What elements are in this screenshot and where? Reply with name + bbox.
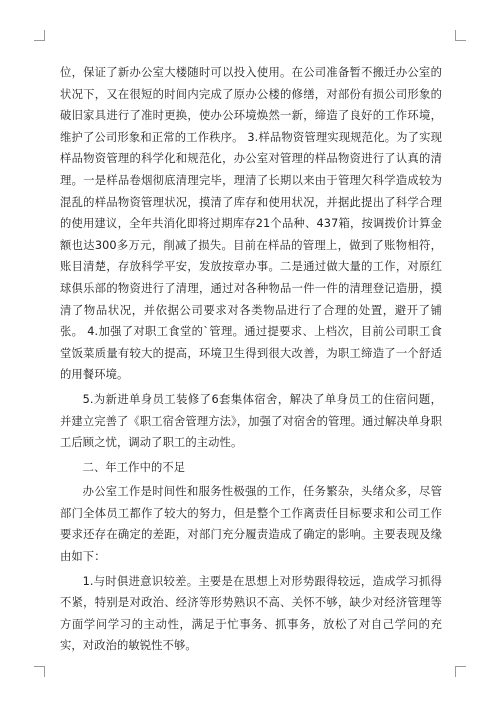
paragraph-point-1: 1.与时俱进意识较差。主要是在思想上对形势跟得较远，造成学习抓得不紧，特别是对政治、经济等形势熟识不高、关怀不够，缺少对经济管理等方面学问学习的主动性，满足于忙事务、抓事务，放松了对自己学问的充实，对政治的敏锐性不够。	[60, 574, 442, 653]
document-body	[60, 62, 442, 657]
paragraph-office-work: 办公室工作是时间性和服务性极强的工作，任务繁杂，头绪众多，尽管部门全体员工都作了较大的努力，但是整个工作离责任目标要求和公司工作要求还存在确定的差距，对部门充分履责造成了确定的影响。主要表现及缘由如下：	[60, 485, 442, 564]
crop-mark-top-right	[455, 30, 466, 41]
crop-mark-top-left	[34, 30, 45, 41]
crop-mark-bottom-left	[34, 666, 45, 677]
paragraph-dormitory: 5.为新进单身员工装修了6套集体宿舍，解决了单身员工的住宿问题，并建立完善了《职工宿舍管理方法》，加强了对宿舍的管理。通过解决单身职工后顾之忧，调动了职工的主动性。	[60, 392, 442, 450]
crop-mark-bottom-right	[455, 666, 466, 677]
paragraph-continuation: 位，保证了新办公室大楼随时可以投入使用。在公司准备暂不搬迁办公室的状况下，又在很短的时间内完成了原办公楼的修缮，对部份有损公司形象的破旧家具进行了准时更换，使办公环境焕然一新，缔造了良好的工作环境，维护了公司形象和正常的工作秩序。 3.样品物资管理实现规范化。为了实现样品物资管理的科学化和规范化，办公室对管理的样品物资进行了认真的清理。一是样品卷烟彻底清理完毕，理清了长期以来由于管理欠科学造成较为混乱的样品物资管理状况，摸清了库存和使用状况，并据此提出了科学合理的使用建议，全年共消化即将过期库存21个品种、437箱，按调拨价计算金额也达300多万元，削减了损失。目前在样品的管理上，做到了账物相符，账目清楚，存放科学平安，发放按章办事。二是通过做大量的工作，对原红球俱乐部的物资进行了清理，通过对各种物品一件一件的清理登记造册，摸清了物品状况，并依据公司要求对各类物品进行了合理的处置，避开了铺张。 4.加强了对职工食堂的`管理。通过提要求、上档次，目前公司职工食堂饭菜质量有较大的提高，环境卫生得到很大改善，为职工缔造了一个舒适的用餐环境。	[60, 66, 442, 382]
section-heading-shortcomings: 二、年工作中的不足	[82, 460, 186, 474]
